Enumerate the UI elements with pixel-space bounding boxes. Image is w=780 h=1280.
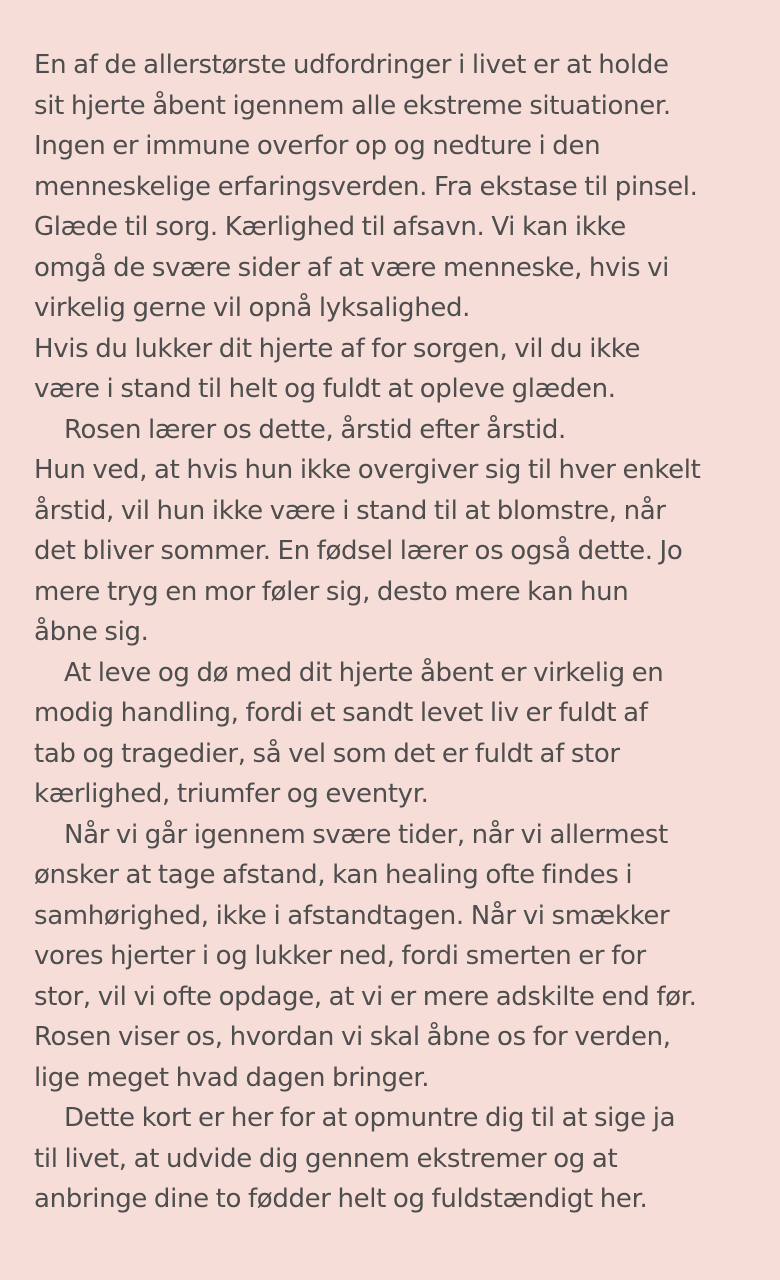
text-line: anbringe dine to fødder helt og fuldstændigt her. <box>34 1184 648 1214</box>
body-text <box>34 45 760 1220</box>
text-line: vores hjerter i og lukker ned, fordi smerten er for <box>34 941 646 971</box>
text-line: Hvis du lukker dit hjerte af for sorgen, vil du ikke <box>34 333 641 364</box>
text-line: lige meget hvad dagen bringer. <box>34 1062 430 1093</box>
text-line: åbne sig. <box>34 617 149 647</box>
text-line: årstid, vil hun ikke være i stand til at blomstre, når <box>34 495 666 526</box>
text-line: Glæde til sorg. Kærlighed til afsavn. Vi kan ikke <box>34 212 626 242</box>
text-line: tab og tragedier, så vel som det er fuldt af stor <box>34 738 620 769</box>
text-line: Dette kort er her for at opmuntre dig til at sige ja <box>64 1103 676 1133</box>
text-line: Når vi går igennem svære tider, når vi allermest <box>64 819 668 850</box>
text-line: til livet, at udvide dig gennem ekstremer og at <box>34 1143 618 1174</box>
text-line: Ingen er immune overfor op og nedture i den <box>34 131 601 161</box>
text-line: menneskelige erfaringsverden. Fra ekstase til pinsel. <box>34 171 698 202</box>
text-line: Hun ved, at hvis hun ikke overgiver sig til hver enkelt <box>34 455 701 485</box>
text-line: kærlighed, triumfer og eventyr. <box>34 779 429 809</box>
text-line: stor, vil vi ofte opdage, at vi er mere adskilte end før. <box>34 981 697 1012</box>
text-line: Rosen lærer os dette, årstid efter årstid. <box>64 414 566 445</box>
text-line: sit hjerte åbent igennem alle ekstreme situationer. <box>34 90 671 121</box>
text-line: virkelig gerne vil opnå lyksalighed. <box>34 293 471 323</box>
text-line: mere tryg en mor føler sig, desto mere kan hun <box>34 576 629 607</box>
text-line: omgå de svære sider af at være menneske, hvis vi <box>34 252 669 283</box>
text-line: Rosen viser os, hvordan vi skal åbne os for verden, <box>34 1022 671 1052</box>
text-line: det bliver sommer. En fødsel lærer os også dette. Jo <box>34 536 683 566</box>
text-line: samhørighed, ikke i afstandtagen. Når vi smækker <box>34 900 670 931</box>
text-line: være i stand til helt og fuldt at opleve glæden. <box>34 374 616 404</box>
text-line: ønsker at tage afstand, kan healing ofte findes i <box>34 860 633 890</box>
text-line: modig handling, fordi et sandt levet liv er fuldt af <box>34 698 648 728</box>
text-line: At leve og dø med dit hjerte åbent er virkelig en <box>64 657 664 688</box>
text-line: En af de allerstørste udfordringer i livet er at holde <box>34 50 669 80</box>
